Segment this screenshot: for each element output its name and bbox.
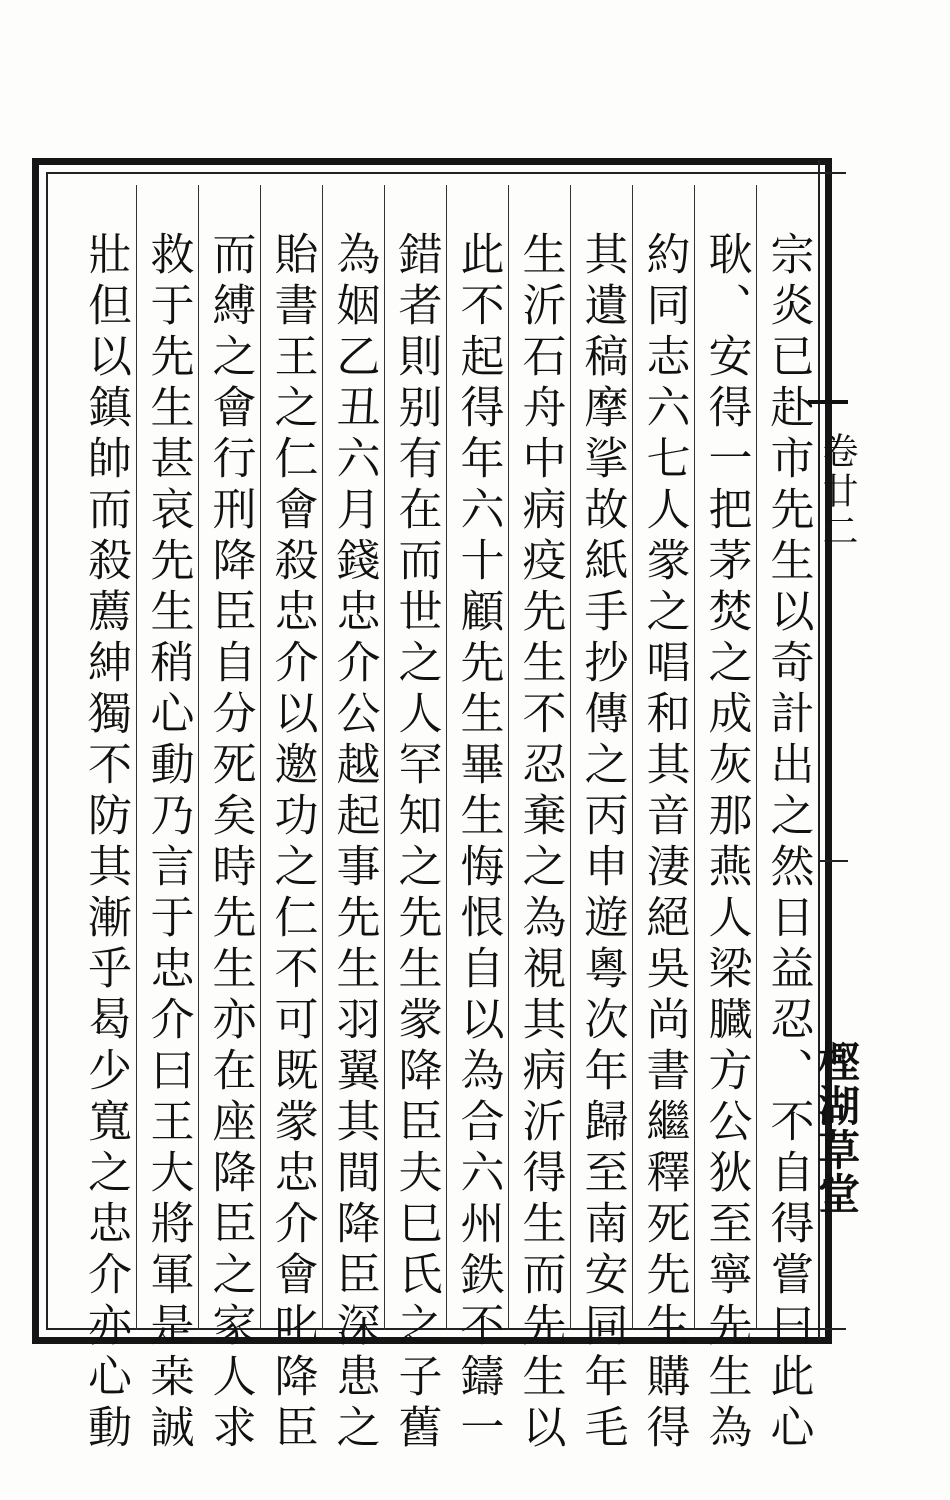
column-text: 生沂石舟中病疫先生不忍棄之為視其病沂得生而先生以 <box>514 231 566 1455</box>
column-text: 而縛之會行刑降臣自分死矣時先生亦在座降臣之家人求 <box>204 231 256 1455</box>
column-text: 救于先生甚哀先生稍心動乃言于忠介曰王大將軍是桒誠 <box>142 231 194 1455</box>
text-column <box>198 185 260 1455</box>
text-column <box>384 185 446 1455</box>
book-title: 樫湖草堂 <box>812 1040 861 1216</box>
text-column <box>322 185 384 1455</box>
column-text: 錯者則别有在而世之人罕知之先生䝉降臣夫巳氏之子舊 <box>390 231 442 1455</box>
column-text: 為姻乙丑六月錢忠介公越起事先生羽翼其間降臣深患之 <box>328 231 380 1455</box>
text-column <box>260 185 322 1455</box>
folio-mark <box>818 860 848 862</box>
text-column <box>570 185 632 1455</box>
text-column <box>136 185 198 1455</box>
text-columns <box>60 185 818 1455</box>
column-text: 耿、安得一把茅焚之成灰那燕人梁臓方公狄至寧先生為 <box>700 231 752 1455</box>
column-text: 此不起得年六十顧先生畢生悔恨自以為合六州鉄不鑄一 <box>452 231 504 1455</box>
column-text: 宗炎已赴市先生以奇計出之然日益忍、不自得嘗曰此心 <box>762 231 814 1455</box>
text-column <box>632 185 694 1455</box>
text-column <box>74 185 136 1455</box>
column-text: 貽書王之仁會殺忠介以邀功之仁不可既䝉忠介會叱降臣 <box>266 231 318 1455</box>
column-text: 壯但以鎮帥而殺薦紳獨不防其漸乎曷少寬之忠介亦心動 <box>80 231 131 1455</box>
text-column <box>508 185 570 1455</box>
text-column <box>756 185 818 1455</box>
column-text: 約同志六七人䝉之唱和其音淒絕吳尚書繼釋死先生購得 <box>638 231 690 1455</box>
column-text: 其遺稿摩挲故紙手抄傳之丙申遊粵次年歸至南安同年毛 <box>576 231 628 1455</box>
text-column <box>446 185 508 1455</box>
text-column <box>694 185 756 1455</box>
juan-label: 卷廿二 <box>817 432 858 552</box>
